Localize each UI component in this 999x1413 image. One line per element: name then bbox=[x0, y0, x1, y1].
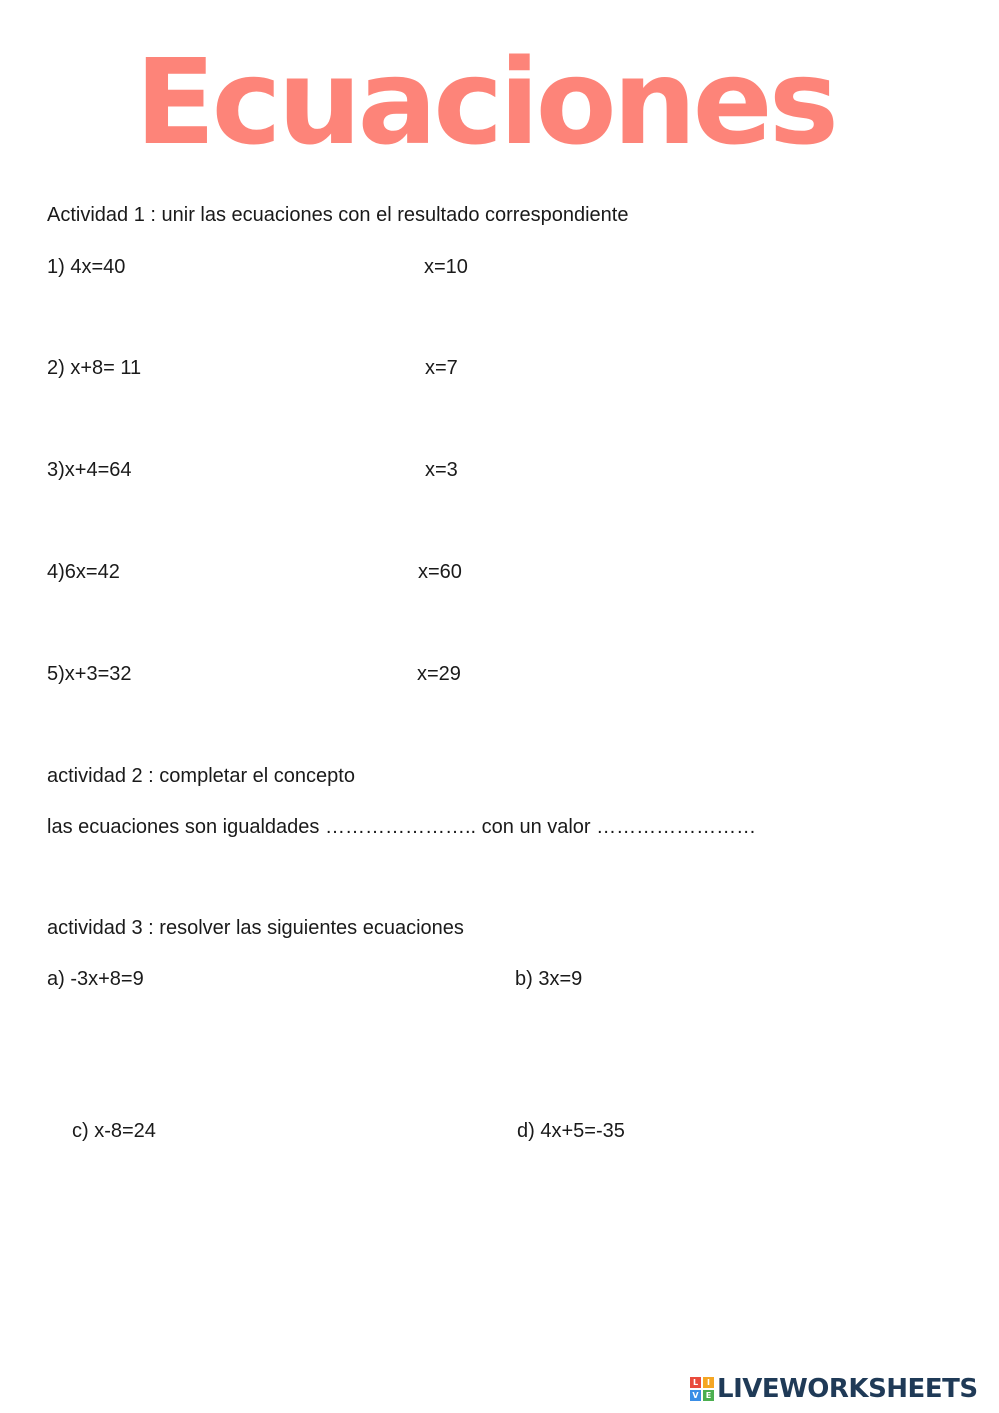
equation-3: 3)x+4=64 bbox=[47, 459, 132, 481]
liveworksheets-branding bbox=[690, 1374, 978, 1404]
equation-4: 4)6x=42 bbox=[47, 561, 120, 583]
exercise-c: c) x-8=24 bbox=[72, 1120, 156, 1142]
logo-letter-e: E bbox=[703, 1390, 714, 1401]
activity1-heading: Actividad 1 : unir las ecuaciones con el resultado correspondiente bbox=[47, 204, 629, 226]
equation-2: 2) x+8= 11 bbox=[47, 357, 142, 379]
brand-name: LIVEWORKSHEETS bbox=[717, 1374, 978, 1404]
equation-1: 1) 4x=40 bbox=[47, 256, 126, 278]
result-2: x=7 bbox=[425, 357, 458, 379]
activity2-sentence: las ecuaciones son igualdades ………………….. con un valor …………………… bbox=[47, 816, 757, 838]
exercise-a: a) -3x+8=9 bbox=[47, 968, 144, 990]
logo-letter-l: L bbox=[690, 1377, 701, 1388]
worksheet-title: Ecuaciones bbox=[135, 33, 835, 171]
liveworksheets-logo-icon bbox=[690, 1377, 714, 1401]
activity3-heading: actividad 3 : resolver las siguientes ecuaciones bbox=[47, 917, 464, 939]
equation-5: 5)x+3=32 bbox=[47, 663, 132, 685]
result-4: x=60 bbox=[418, 561, 462, 583]
exercise-b: b) 3x=9 bbox=[515, 968, 583, 990]
activity2-heading: actividad 2 : completar el concepto bbox=[47, 765, 355, 787]
exercise-d: d) 4x+5=-35 bbox=[517, 1120, 625, 1142]
logo-letter-v: V bbox=[690, 1390, 701, 1401]
logo-letter-i: I bbox=[703, 1377, 714, 1388]
result-1: x=10 bbox=[424, 256, 468, 278]
result-5: x=29 bbox=[417, 663, 461, 685]
result-3: x=3 bbox=[425, 459, 458, 481]
